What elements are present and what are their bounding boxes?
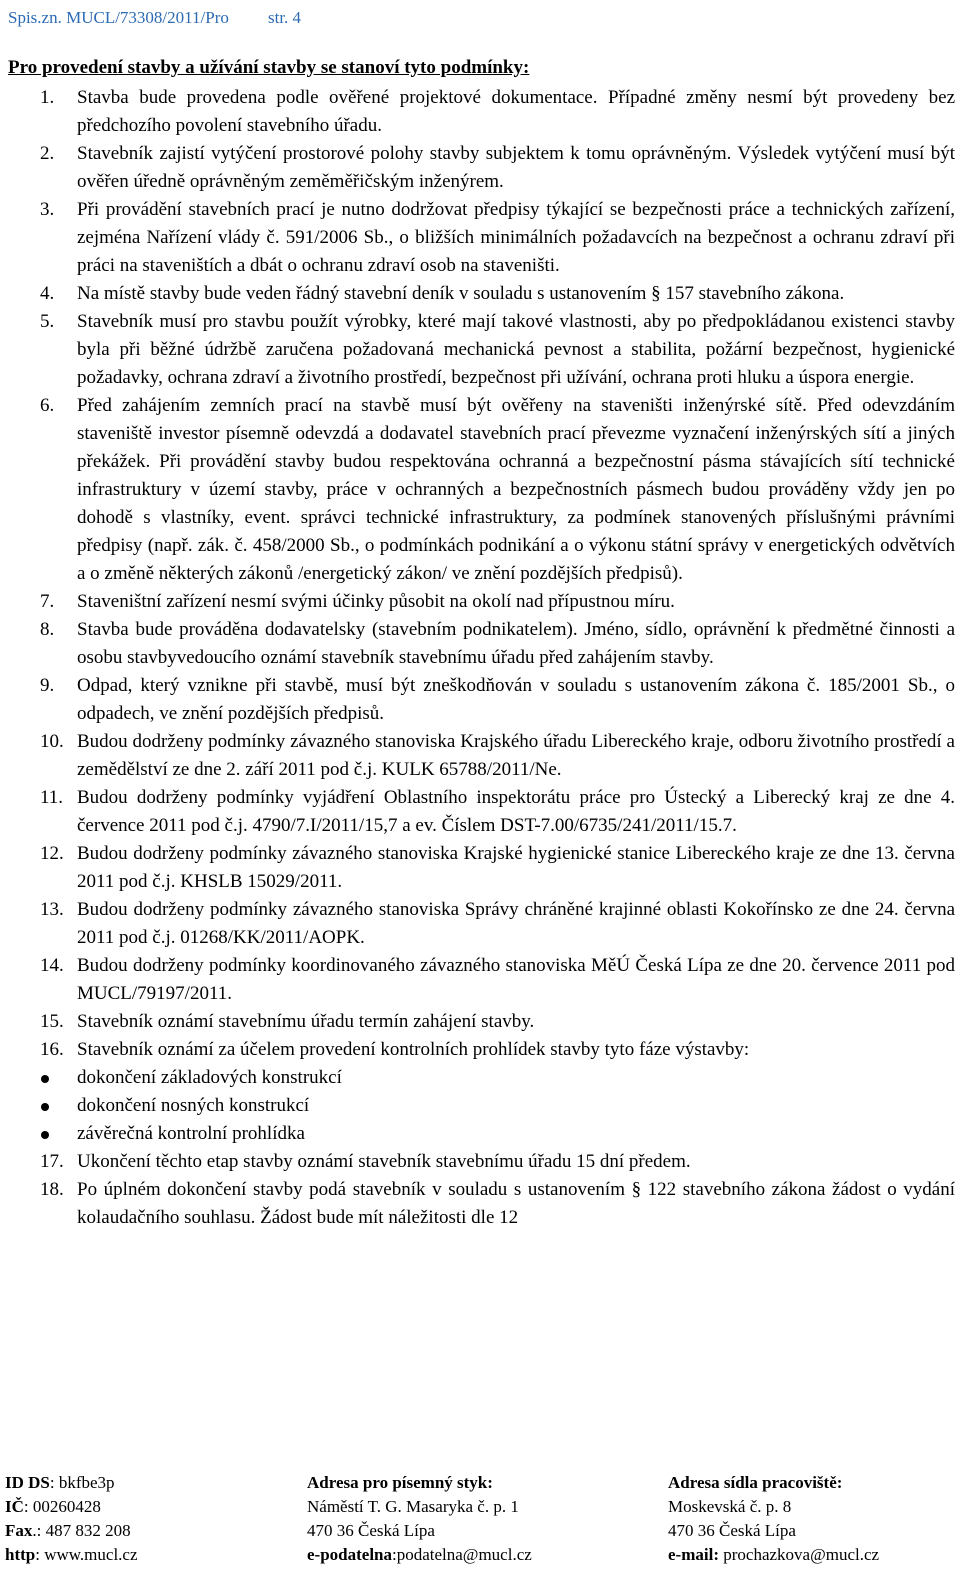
condition-number: 9.: [40, 675, 55, 696]
condition-number: 5.: [40, 311, 55, 332]
condition-item: [0, 952, 955, 1008]
phase-text: závěrečná kontrolní prohlídka: [77, 1123, 305, 1144]
ic-value: : 00260428: [23, 1497, 101, 1516]
bullet-icon: [41, 1131, 49, 1139]
condition-number: 17.: [40, 1151, 64, 1172]
condition-text: Na místě stavby bude veden řádný stavební deník v souladu s ustanovením § 157 stavebního zákona.: [77, 283, 845, 304]
condition-number: 12.: [40, 843, 64, 864]
condition-number: 15.: [40, 1011, 64, 1032]
fax-label: Fax: [5, 1521, 33, 1540]
phase-text: dokončení nosných konstrukcí: [77, 1095, 310, 1116]
condition-number: 3.: [40, 199, 55, 220]
condition-text: Stavba bude provedena podle ověřené projektové dokumentace. Případné změny nesmí být provedeny bez předchozího povolení stavebního úřadu.: [77, 87, 955, 136]
condition-text: Budou dodrženy podmínky závazného stanoviska Správy chráněné krajinné oblasti Kokořínsko ze dne 24. června 2011 pod č.j. 01268/KK/2011/AOPK.: [77, 899, 955, 948]
condition-item: [0, 280, 955, 308]
condition-text: Stavebník oznámí za účelem provedení kontrolních prohlídek stavby tyto fáze výstavby:: [77, 1039, 750, 1060]
phases-list: [0, 1064, 955, 1148]
office-city: 470 36 Česká Lípa: [668, 1521, 796, 1540]
condition-number: 10.: [40, 731, 64, 752]
condition-number: 13.: [40, 899, 64, 920]
condition-item: [0, 616, 955, 672]
condition-text: Budou dodrženy podmínky závazného stanoviska Krajského úřadu Libereckého kraje, odboru životního prostředí a zemědělství ze dne 2. září 2011 pod č.j. KULK 65788/2011/Ne.: [77, 731, 955, 780]
bullet-icon: [41, 1103, 49, 1111]
condition-text: Odpad, který vznikne při stavbě, musí být zneškodňován v souladu s ustanovením zákona č. 185/2001 Sb., o odpadech, ve znění pozdějších předpisů.: [77, 675, 955, 724]
condition-text: Po úplném dokončení stavby podá stavebník v souladu s ustanovením § 122 stavebního zákona žádost o vydání kolaudačního souhlasu. Žádost bude mít náležitosti dle 12: [77, 1179, 955, 1228]
condition-item: [0, 308, 955, 392]
condition-item: [0, 672, 955, 728]
footer-office-address: [668, 1471, 879, 1567]
http-value[interactable]: : www.mucl.cz: [35, 1545, 138, 1564]
condition-number: 6.: [40, 395, 55, 416]
condition-text: Budou dodrženy podmínky závazného stanoviska Krajské hygienické stanice Libereckého kraje ze dne 13. června 2011 pod č.j. KHSLB 15029/2011.: [77, 843, 955, 892]
condition-number: 2.: [40, 143, 55, 164]
condition-text: Stavebník oznámí stavebnímu úřadu termín zahájení stavby.: [77, 1011, 535, 1032]
condition-item: [0, 84, 955, 140]
http-label: http: [5, 1545, 36, 1564]
condition-item: [0, 896, 955, 952]
id-ds-value: : bkfbe3p: [49, 1473, 115, 1492]
condition-text: Ukončení těchto etap stavby oznámí stavebník stavebnímu úřadu 15 dní předem.: [77, 1151, 691, 1172]
condition-item: [0, 1176, 955, 1232]
condition-number: 7.: [40, 591, 55, 612]
condition-text: Stavba bude prováděna dodavatelsky (stavebním podnikatelem). Jméno, sídlo, oprávnění k předmětné činnosti a osobu stavbyvedoucího oznámí stavebník stavebnímu úřadu před zahájením stavby.: [77, 619, 955, 668]
phase-text: dokončení základových konstrukcí: [77, 1067, 342, 1088]
footer-identifiers: [5, 1471, 138, 1567]
office-heading: Adresa sídla pracoviště:: [668, 1473, 843, 1492]
page-footer: [0, 1471, 960, 1571]
condition-item: [0, 588, 955, 616]
condition-text: Staveništní zařízení nesmí svými účinky působit na okolí nad přípustnou míru.: [77, 591, 675, 612]
condition-text: Budou dodrženy podmínky vyjádření Oblastního inspektorátu práce pro Ústecký a Liberecký kraj ze dne 4. července 2011 pod č.j. 4790/7.I/2011/15,7 a ev. Číslem DST-7.00/6735/241/2011/15.7.: [77, 787, 955, 836]
bullet-icon: [41, 1075, 49, 1083]
page-header: [8, 8, 952, 28]
condition-number: 16.: [40, 1039, 64, 1060]
epodatelna-label: e-podatelna: [307, 1545, 392, 1564]
footer-postal-address: [307, 1471, 532, 1567]
condition-number: 1.: [40, 87, 55, 108]
condition-text: Budou dodrženy podmínky koordinovaného závazného stanoviska MěÚ Česká Lípa ze dne 20. července 2011 pod MUCL/79197/2011.: [77, 955, 955, 1004]
condition-text: Stavebník zajistí vytýčení prostorové polohy stavby subjektem k tomu oprávněným. Výsledek vytýčení musí být ověřen úředně oprávněným zeměměřičským inženýrem.: [77, 143, 955, 192]
condition-text: Před zahájením zemních prací na stavbě musí být ověřeny na staveništi inženýrské sítě. Před odevzdáním staveniště investor písemně odevzdá a dodavatel stavebních prací převezme vyznačení inženýrských sítí a jiných překážek. Při provádění stavby budou respektována ochranná a bezpečnostní pásma stávajících sítí technické infrastruktury v území stavby, práce v ochranných a bezpečnostních pásmech budou prováděny vždy jen po dohodě s vlastníky, event. správci technické infrastruktury, za podmínek stanovených příslušnými právními předpisy (např. zák. č. 458/2000 Sb., o podmínkách podnikání a o výkonu státní správy v energetických odvětvích a o změně některých zákonů /energetický zákon/ ve znění pozdějších předpisů).: [77, 395, 955, 584]
condition-item: [0, 728, 955, 784]
postal-street: Náměstí T. G. Masaryka č. p. 1: [307, 1497, 519, 1516]
condition-number: 14.: [40, 955, 64, 976]
id-ds-label: ID DS: [5, 1473, 50, 1492]
email-label: e-mail:: [668, 1545, 719, 1564]
condition-number: 18.: [40, 1179, 64, 1200]
condition-item: [0, 1148, 955, 1176]
condition-item: [0, 840, 955, 896]
phase-item: [0, 1092, 955, 1120]
phase-item: [0, 1064, 955, 1092]
office-street: Moskevská č. p. 8: [668, 1497, 792, 1516]
condition-item: [0, 392, 955, 588]
conditions-list: [0, 84, 955, 1232]
condition-item: [0, 196, 955, 280]
condition-item: [0, 784, 955, 840]
condition-item: [0, 140, 955, 196]
page-number: str. 4: [268, 8, 302, 27]
phase-item: [0, 1120, 955, 1148]
condition-number: 4.: [40, 283, 55, 304]
email-value[interactable]: prochazkova@mucl.cz: [718, 1545, 880, 1564]
file-reference: Spis.zn. MUCL/73308/2011/Pro: [8, 8, 229, 27]
condition-number: 11.: [40, 787, 64, 808]
ic-label: IČ: [5, 1497, 24, 1516]
phases-list-container: [0, 1064, 955, 1148]
section-heading: Pro provedení stavby a užívání stavby se stanoví tyto podmínky:: [8, 57, 530, 78]
condition-text: Stavebník musí pro stavbu použít výrobky, které mají takové vlastnosti, aby po předpokládanou existenci stavby byla při běžné údržbě zaručena požadovaná mechanická pevnost a stabilita, požární bezpečnost, hygienické požadavky, ochrana zdraví a životního prostředí, bezpečnost při užívání, ochrana proti hluku a úspora energie.: [77, 311, 955, 388]
epodatelna-value[interactable]: :podatelna@mucl.cz: [392, 1545, 532, 1564]
postal-heading: Adresa pro písemný styk:: [307, 1473, 493, 1492]
fax-value: .: 487 832 208: [32, 1521, 131, 1540]
condition-number: 8.: [40, 619, 55, 640]
condition-text: Při provádění stavebních prací je nutno dodržovat předpisy týkající se bezpečnosti práce a technických zařízení, zejména Nařízení vlády č. 591/2006 Sb., o bližších minimálních požadavcích na bezpečnost a ochranu zdraví při práci na staveništích a dbát o ochranu zdraví osob na staveništi.: [77, 199, 955, 276]
condition-item: [0, 1036, 955, 1064]
condition-item: [0, 1008, 955, 1036]
postal-city: 470 36 Česká Lípa: [307, 1521, 435, 1540]
